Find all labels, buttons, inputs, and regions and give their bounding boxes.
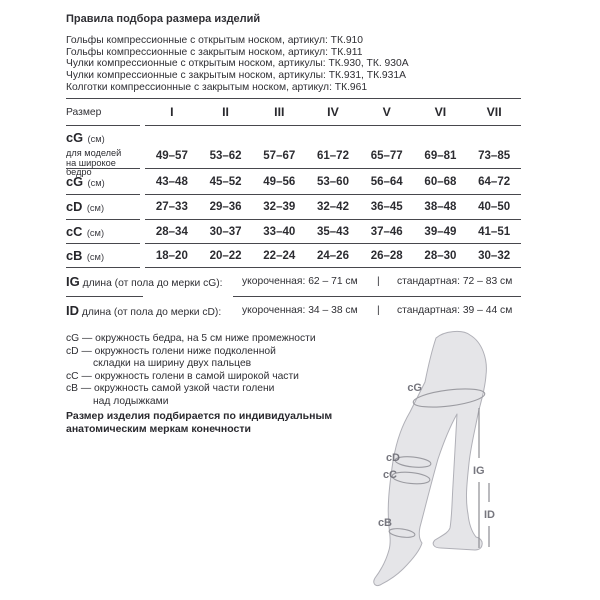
length-row-ig (66, 267, 521, 296)
measurement-code: cG (66, 130, 84, 145)
divider-line (66, 296, 143, 297)
value-cell: 28–30 (424, 250, 457, 262)
size-table (66, 98, 521, 268)
product-list-item: Чулки компрессионные с открытым носком, артикулы: ТК.930, ТК. 930А (66, 58, 409, 70)
value-cell: 37–46 (370, 225, 403, 238)
length-row-id (66, 296, 521, 325)
value-cell: 53–62 (209, 150, 242, 162)
product-list-item: Гольфы компрессионные с открытым носком, артикул: ТК.910 (66, 35, 364, 46)
cc-diagram-label: cC (382, 469, 397, 481)
size-column-header: V (382, 105, 391, 119)
footnote-line: над лодыжками (93, 395, 169, 407)
measurement-unit: (см) (87, 134, 105, 144)
size-column-header: III (274, 105, 285, 119)
cb-diagram-label: cB (377, 517, 392, 529)
measurement-unit: (см) (86, 252, 105, 262)
value-cell: 57–67 (263, 150, 296, 162)
product-list-item: Колготки компрессионные с закрытым носком, артикул: ТК.961 (66, 81, 368, 93)
id-diagram-label: ID (484, 509, 495, 521)
value-cell: 40–50 (478, 201, 511, 213)
row-values (145, 219, 521, 243)
value-cell: 41–51 (478, 225, 511, 238)
row-values (145, 168, 521, 194)
value-cell: 27–33 (155, 201, 188, 213)
row-values (145, 243, 521, 268)
measurement-code: cG (66, 173, 84, 189)
value-cell: 33–40 (263, 225, 296, 238)
value-cell: 22–24 (263, 250, 296, 262)
value-cell: 32–39 (263, 201, 296, 213)
table-row-cd (66, 194, 521, 219)
table-header-row (66, 98, 521, 125)
row-values (145, 125, 521, 168)
ig-diagram-label: IG (473, 465, 485, 477)
value-cell: 28–34 (155, 225, 188, 238)
selection-note: Размер изделия подбирается по индивидуальным анатомическим меркам конечности (66, 410, 333, 436)
footnote-line: складки на ширину двух пальцев (93, 358, 252, 369)
measurement-code: IG (66, 274, 80, 289)
value-cell: 20–22 (209, 250, 242, 262)
value-cell: 18–20 (155, 250, 188, 262)
measurement-code: ID (66, 303, 79, 318)
measurement-unit: (см) (86, 203, 105, 213)
size-column-header: I (170, 105, 174, 119)
divider-line (145, 267, 521, 268)
footnote-line: cD — окружность голени ниже подколенной (66, 345, 276, 357)
value-cell: 73–85 (478, 150, 511, 162)
page-title: Правила подбора размера изделий (66, 13, 261, 25)
size-column-header: IV (327, 105, 339, 119)
row-label (66, 194, 140, 219)
divider-line (233, 296, 521, 297)
value-cell: 30–37 (209, 225, 242, 238)
cg-diagram-label: cG (407, 382, 422, 394)
measurement-code: cD (66, 199, 83, 214)
footnote-line: cB — окружность самой узкой части голени (66, 383, 275, 394)
option-divider: | (377, 305, 380, 316)
measurement-unit: (см) (86, 227, 105, 238)
length-row-label: ID длина (от пола до мерки cD): (66, 303, 222, 318)
row-label (66, 243, 140, 268)
length-standard-option: стандартная: 39 – 44 см (397, 305, 513, 316)
option-divider: | (377, 276, 380, 287)
cd-diagram-label: cD (385, 452, 400, 464)
table-row-cg-wide-hip (66, 125, 521, 178)
value-cell: 65–77 (370, 150, 403, 162)
leg-measurement-diagram (353, 328, 545, 598)
table-row-cg (66, 168, 521, 194)
value-cell: 26–28 (370, 250, 403, 262)
row-label (66, 168, 140, 194)
product-list-item: Гольфы компрессионные с закрытым носком, артикул: ТК.911 (66, 46, 363, 58)
value-cell: 53–60 (317, 175, 349, 188)
row-label (66, 125, 140, 178)
row-values (145, 194, 521, 219)
value-cell: 38–48 (424, 201, 457, 213)
value-cell: 24–26 (317, 250, 349, 262)
value-cell: 49–56 (263, 175, 296, 188)
value-cell: 30–32 (478, 250, 511, 262)
value-cell: 56–64 (370, 175, 403, 188)
length-row-label: IG длина (от пола до мерки cG): (66, 274, 223, 289)
size-column-headers (145, 105, 521, 119)
measurement-code: cC (66, 223, 83, 239)
product-list-item: Чулки компрессионные с закрытым носком, артикулы: ТК.931, ТК.931А (66, 70, 406, 82)
value-cell: 69–81 (424, 150, 457, 162)
value-cell: 36–45 (370, 201, 403, 213)
value-cell: 49–57 (155, 150, 188, 162)
row-label (66, 219, 140, 243)
value-cell: 35–43 (317, 225, 349, 238)
size-column-header: II (222, 105, 229, 119)
length-short-option: укороченная: 62 – 71 см (242, 276, 358, 287)
footnote-line: cC — окружность голени в самой широкой части (66, 370, 299, 382)
row-label-note: для моделей на широкое бедро (66, 148, 122, 178)
footnote-line: cG — окружность бедра, на 5 см ниже промежности (66, 333, 316, 344)
size-column-header: VI (434, 105, 447, 119)
measurement-footnotes (66, 333, 316, 408)
divider-line (66, 267, 140, 268)
table-row-cc (66, 219, 521, 243)
value-cell: 61–72 (317, 150, 349, 162)
value-cell: 60–68 (424, 175, 457, 188)
length-standard-option: стандартная: 72 – 83 см (397, 276, 513, 287)
value-cell: 29–36 (209, 201, 242, 213)
product-list (66, 35, 409, 94)
value-cell: 39–49 (424, 225, 457, 238)
length-short-option: укороченная: 34 – 38 см (242, 305, 358, 316)
table-corner-label: Размер (66, 106, 102, 118)
size-column-header: VII (486, 105, 502, 119)
value-cell: 45–52 (209, 175, 242, 188)
value-cell: 64–72 (478, 175, 511, 188)
table-row-cb (66, 243, 521, 268)
measurement-code: cB (66, 248, 83, 263)
measurement-unit: (см) (87, 177, 105, 188)
value-cell: 32–42 (317, 201, 349, 213)
value-cell: 43–48 (155, 175, 188, 188)
